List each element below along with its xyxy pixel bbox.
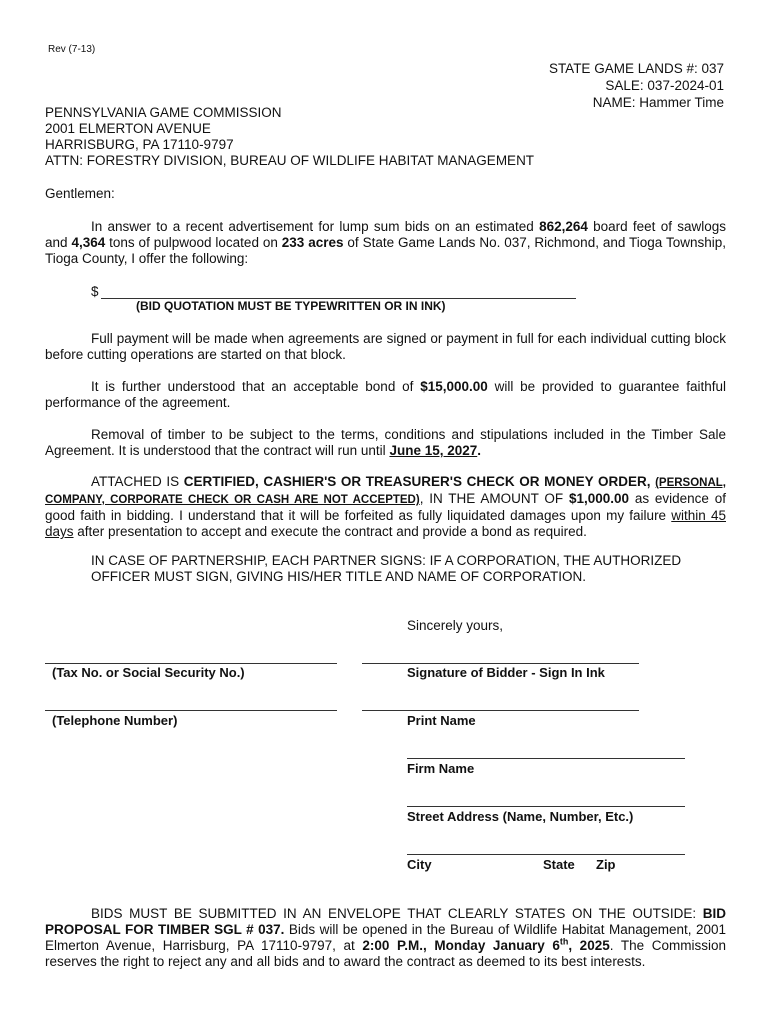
paragraph-payment: Full payment will be made when agreements are signed or payment in full for each individual cutting block before cutting operations are started on that block. — [45, 331, 726, 362]
paragraph-attached: ATTACHED IS CERTIFIED, CASHIER'S OR TREASURER'S CHECK OR MONEY ORDER, (PERSONAL, COMPANY, CORPORATE CHECK OR CASH ARE NOT ACCEPTED), IN THE AMOUNT OF $1,000.00 as evidence of good faith in bidding. I understand that it will be forfeited as fully liquidated damages upon my failure within 45 days after presentation to accept and execute the contract and provide a bond as required. — [45, 474, 726, 539]
recipient-address — [45, 105, 534, 169]
state-game-lands-number: STATE GAME LANDS #: 037 — [548, 61, 724, 76]
firm-name-label: Firm Name — [407, 761, 475, 776]
signature-label: Signature of Bidder - Sign In Ink — [407, 665, 605, 680]
tax-number-line[interactable] — [45, 663, 337, 664]
city-label: City — [407, 857, 432, 872]
state-label: State — [543, 857, 575, 872]
bid-quotation-note: (BID QUOTATION MUST BE TYPEWRITTEN OR IN INK) — [136, 299, 446, 313]
address-line-4: ATTN: FORESTRY DIVISION, BUREAU OF WILDLIFE HABITAT MANAGEMENT — [45, 153, 535, 168]
paragraph-removal: Removal of timber to be subject to the terms, conditions and stipulations included in the Timber Sale Agreement. It is understood that the contract will run until June 15, 2027. — [45, 427, 726, 458]
city-state-zip-line[interactable] — [407, 854, 685, 855]
tax-number-label: (Tax No. or Social Security No.) — [52, 665, 245, 680]
signature-line[interactable] — [362, 663, 639, 664]
closing: Sincerely yours, — [407, 618, 504, 633]
sale-number: SALE: 037-2024-01 — [605, 78, 724, 93]
address-line-3: HARRISBURG, PA 17110-9797 — [45, 137, 234, 152]
street-address-label: Street Address (Name, Number, Etc.) — [407, 809, 634, 824]
telephone-line[interactable] — [45, 710, 337, 711]
salutation: Gentlemen: — [45, 186, 115, 201]
paragraph-bond: It is further understood that an acceptable bond of $15,000.00 will be provided to guarantee faithful performance of the agreement. — [45, 379, 727, 410]
address-line-2: 2001 ELMERTON AVENUE — [45, 121, 211, 136]
street-address-line[interactable] — [407, 806, 685, 807]
bid-amount-field[interactable]: $ — [91, 284, 99, 299]
paragraph-partnership: IN CASE OF PARTNERSHIP, EACH PARTNER SIGNS: IF A CORPORATION, THE AUTHORIZED OFFICER MUST SIGN, GIVING HIS/HER TITLE AND NAME OF CORPORATION. — [91, 553, 682, 584]
firm-name-line[interactable] — [407, 758, 685, 759]
sale-header — [549, 60, 724, 111]
paragraph-offer: In answer to a recent advertisement for lump sum bids on an estimated 862,264 board feet of sawlogs and 4,364 tons of pulpwood located on 233 acres of State Game Lands No. 037, Richmond, and Tioga Township, Tioga County, I offer the following: — [45, 219, 726, 266]
submission-instructions: BIDS MUST BE SUBMITTED IN AN ENVELOPE THAT CLEARLY STATES ON THE OUTSIDE: BID PROPOSAL FOR TIMBER SGL # 037. Bids will be opened in the Bureau of Wildlife Habitat Management, 2001 Elmerton Avenue, Harrisburg, PA 17110-9797, at 2:00 P.M., Monday January 6th, 2025. The Commission reserves the right to reject any and all bids and to award the contract as deemed to its best interests. — [45, 906, 726, 969]
telephone-label: (Telephone Number) — [52, 713, 178, 728]
print-name-label: Print Name — [407, 713, 476, 728]
sale-name: NAME: Hammer Time — [592, 95, 724, 110]
print-name-line[interactable] — [362, 710, 639, 711]
revision-label: Rev (7-13) — [48, 44, 96, 55]
zip-label: Zip — [596, 857, 616, 872]
address-line-1: PENNSYLVANIA GAME COMMISSION — [45, 105, 282, 120]
